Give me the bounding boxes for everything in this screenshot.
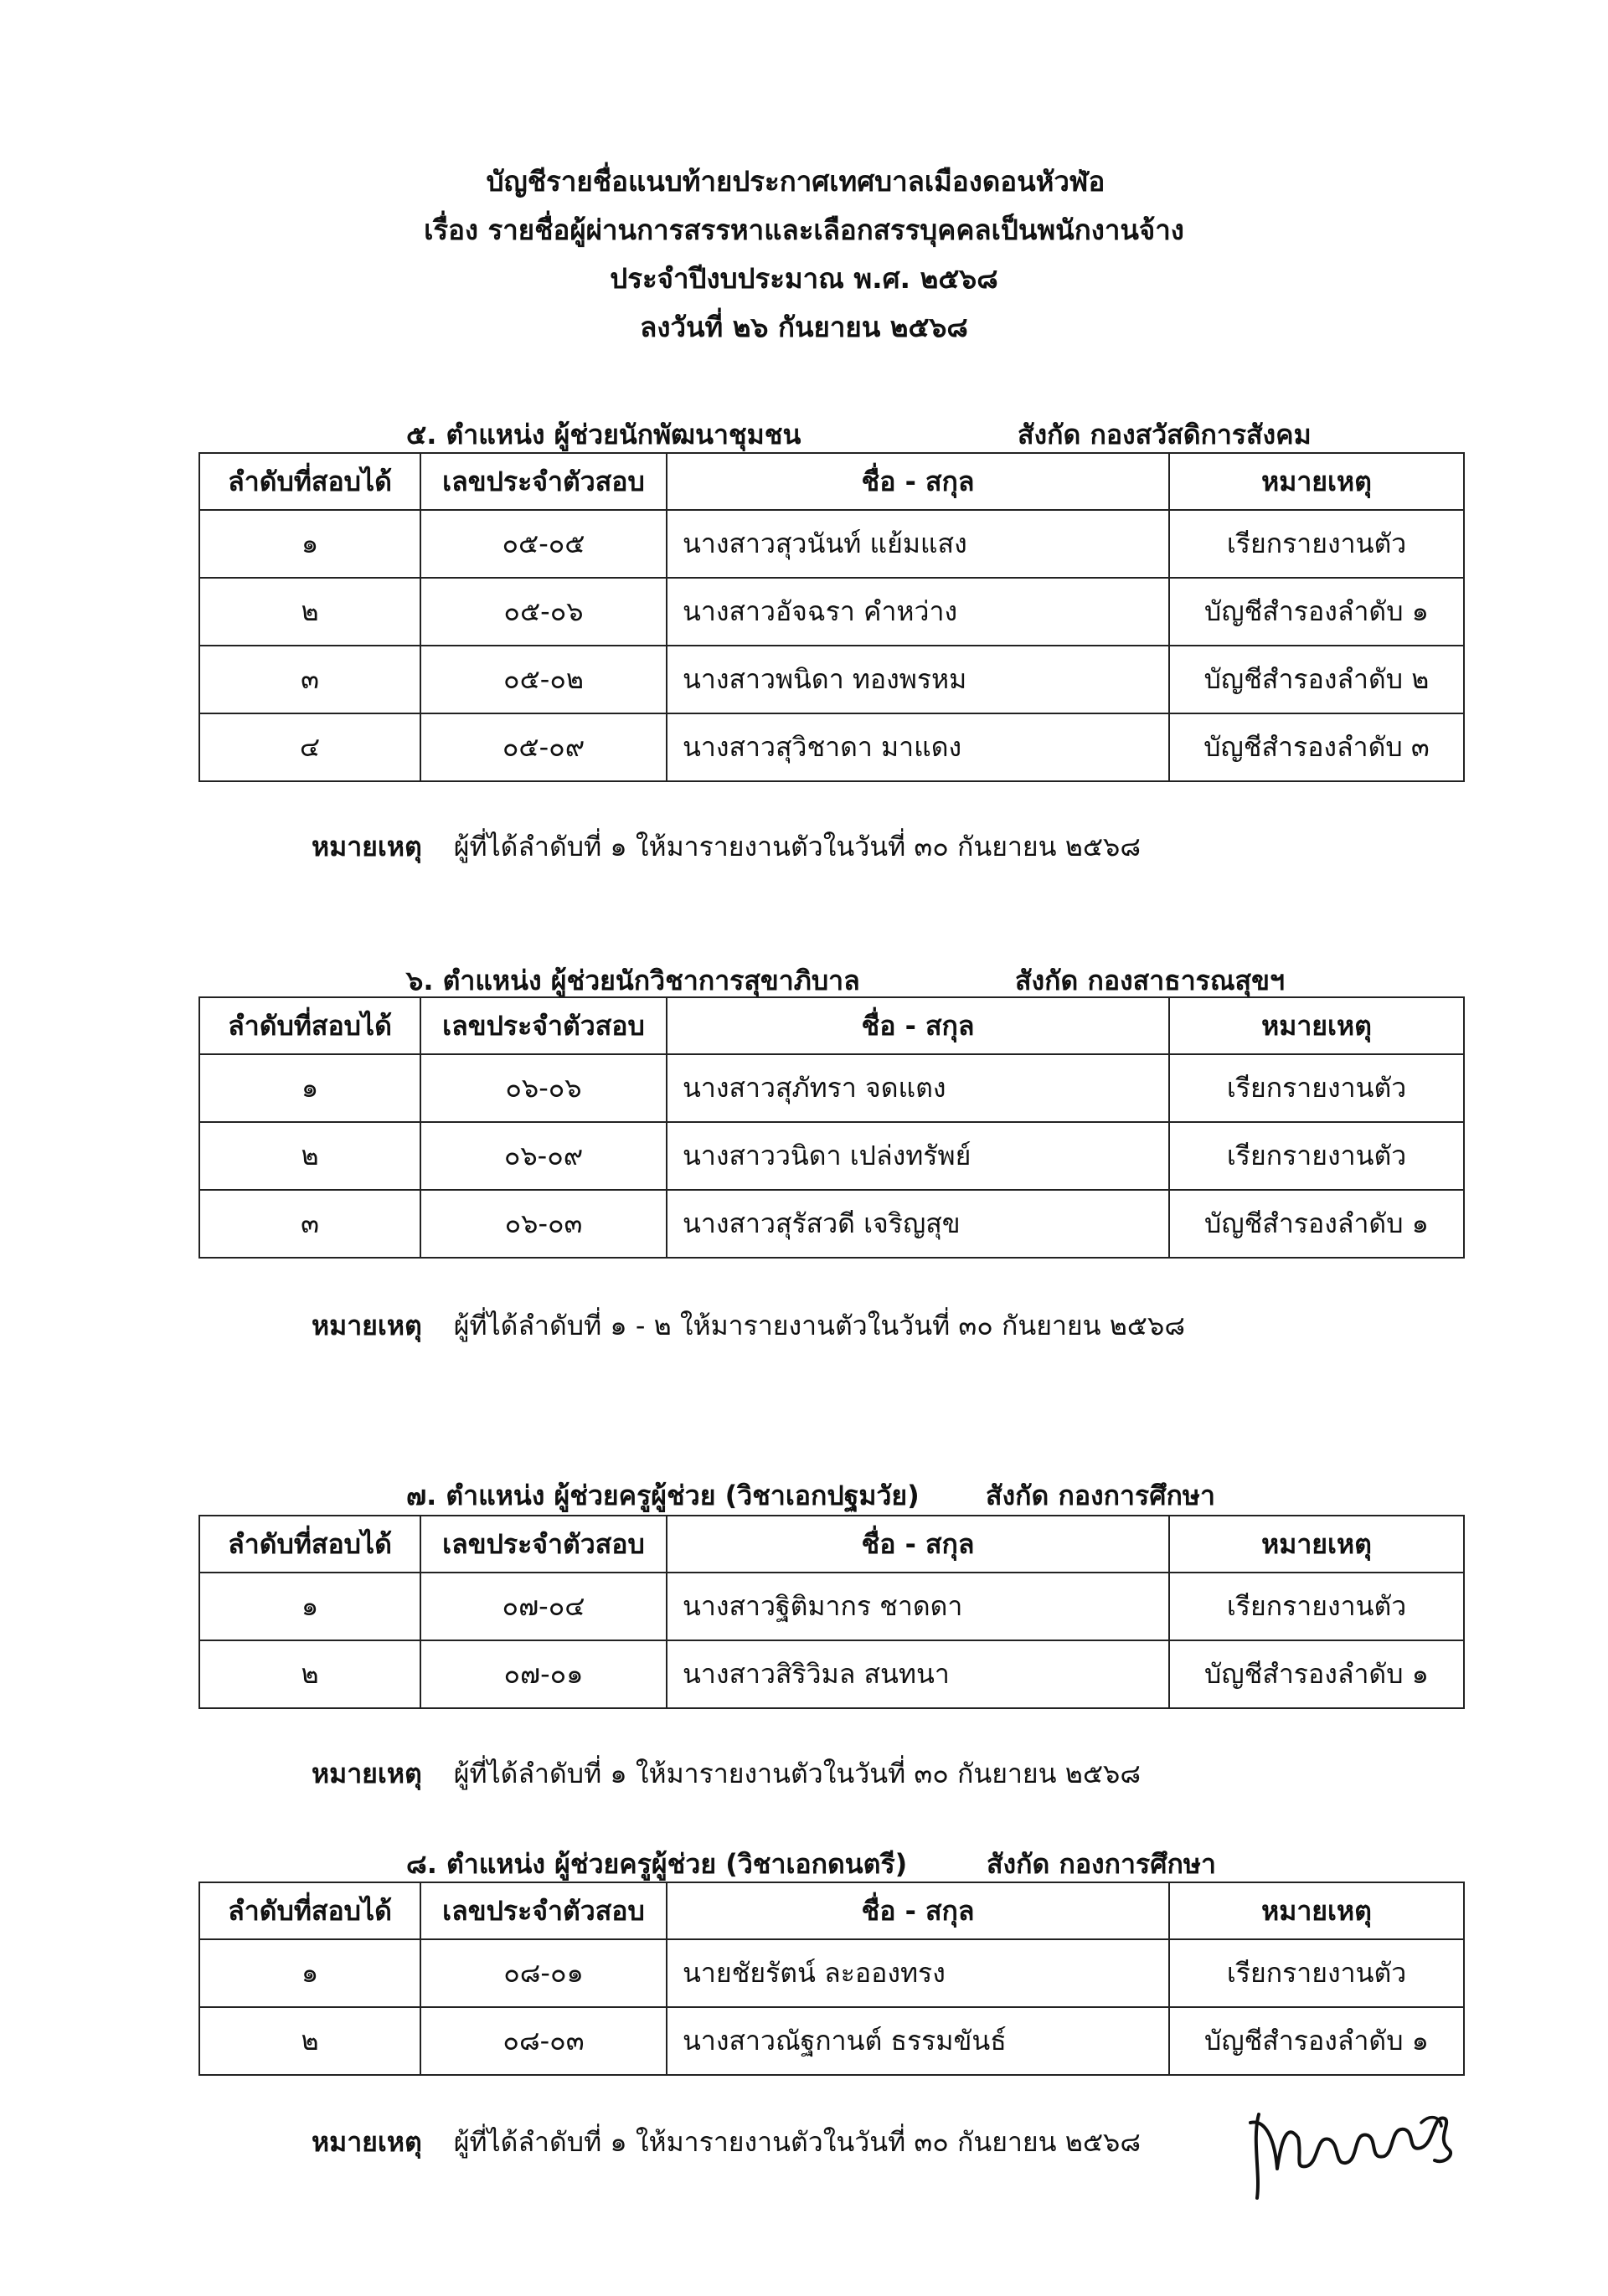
table-row: [199, 1054, 1464, 1122]
cell-remark: บัญชีสำรองลำดับ ๑: [1169, 578, 1464, 646]
cell-remark: เรียกรายงานตัว: [1169, 1573, 1464, 1640]
table-row: [199, 713, 1464, 781]
cell-rank: ๑: [199, 1939, 420, 2007]
table-row: [199, 1939, 1464, 2007]
column-header-remark: หมายเหตุ: [1169, 1516, 1464, 1573]
cell-name: นางสาวณัฐกานต์ ธรรมขันธ์: [683, 2025, 1007, 2057]
cell-rank: ๔: [199, 713, 420, 781]
table-row: [199, 2007, 1464, 2075]
cell-remark: เรียกรายงานตัว: [1169, 1939, 1464, 2007]
column-header-name: ชื่อ - สกุล: [667, 1882, 1169, 1939]
section-8: [0, 1838, 1608, 2158]
cell-remark: เรียกรายงานตัว: [1169, 1054, 1464, 1122]
note-label: หมายเหตุ: [312, 1310, 422, 1341]
column-header-rank: ลำดับที่สอบได้: [199, 997, 420, 1054]
candidate-table: [198, 452, 1465, 782]
cell-rank: ๑: [199, 1054, 420, 1122]
cell-remark: บัญชีสำรองลำดับ ๑: [1169, 2007, 1464, 2075]
cell-name: นางสาวสิริวิมล สนทนา: [683, 1658, 950, 1690]
cell-remark: บัญชีสำรองลำดับ ๒: [1169, 646, 1464, 713]
cell-rank: ๑: [199, 1573, 420, 1640]
fiscal-year: ประจำปีงบประมาณ พ.ศ. ๒๕๖๘: [610, 262, 998, 295]
section-7: [0, 1470, 1608, 1789]
column-header-name: ชื่อ - สกุล: [667, 997, 1169, 1054]
note-label: หมายเหตุ: [312, 1758, 422, 1789]
section-department: สังกัด กองสาธารณสุขฯ: [1015, 965, 1285, 996]
cell-remark: เรียกรายงานตัว: [1169, 510, 1464, 578]
cell-remark: เรียกรายงานตัว: [1169, 1122, 1464, 1190]
section-note: [312, 1305, 1185, 1347]
cell-name: นางสาวอัจฉรา คำหว่าง: [683, 595, 958, 627]
cell-id: ๐๘-๐๓: [420, 2007, 667, 2075]
cell-name: นางสาวสุวนันท์ แย้มแสง: [683, 528, 967, 559]
column-header-id: เลขประจำตัวสอบ: [420, 1882, 667, 1939]
column-header-remark: หมายเหตุ: [1169, 1882, 1464, 1939]
table-row: [199, 1640, 1464, 1708]
note-text: ผู้ที่ได้ลำดับที่ ๑ ให้มารายงานตัวในวันที่ ๓๐ กันยายน ๒๕๖๘: [453, 1758, 1142, 1789]
cell-id: ๐๕-๐๙: [420, 713, 667, 781]
section-department: สังกัด กองการศึกษา: [986, 1480, 1215, 1511]
cell-name: นางสาวฐิติมากร ชาดดา: [683, 1590, 963, 1622]
cell-name: นางสาวสุรัสวดี เจริญสุข: [683, 1207, 961, 1239]
cell-id: ๐๖-๐๖: [420, 1054, 667, 1122]
note-text: ผู้ที่ได้ลำดับที่ ๑ ให้มารายงานตัวในวันที่ ๓๐ กันยายน ๒๕๖๘: [453, 2126, 1142, 2158]
cell-rank: ๒: [199, 1122, 420, 1190]
table-row: [199, 646, 1464, 713]
document-subject: เรื่อง รายชื่อผู้ผ่านการสรรหาและเลือกสรรบุคคลเป็นพนักงานจ้าง: [424, 214, 1184, 246]
cell-id: ๐๕-๐๖: [420, 578, 667, 646]
table-row: [199, 578, 1464, 646]
cell-rank: ๓: [199, 646, 420, 713]
candidate-table: [198, 1882, 1465, 2076]
table-header-row: [199, 453, 1464, 510]
document-title: บัญชีรายชื่อแนบท้ายประกาศเทศบาลเมืองดอนหัวฬ่อ: [486, 165, 1106, 198]
cell-name: นางสาวสุวิชาดา มาแดง: [683, 731, 962, 763]
column-header-rank: ลำดับที่สอบได้: [199, 1516, 420, 1573]
section-5: [0, 409, 1608, 862]
column-header-id: เลขประจำตัวสอบ: [420, 997, 667, 1054]
handwritten-signature: [1235, 2089, 1461, 2206]
section-position: ๕. ตำแหน่ง ผู้ช่วยนักพัฒนาชุมชน: [406, 419, 801, 450]
note-label: หมายเหตุ: [312, 831, 422, 862]
section-position: ๖. ตำแหน่ง ผู้ช่วยนักวิชาการสุขาภิบาล: [406, 965, 860, 996]
section-position: ๗. ตำแหน่ง ผู้ช่วยครูผู้ช่วย (วิชาเอกปฐมวัย): [406, 1480, 920, 1511]
column-header-name: ชื่อ - สกุล: [667, 1516, 1169, 1573]
column-header-remark: หมายเหตุ: [1169, 997, 1464, 1054]
cell-remark: บัญชีสำรองลำดับ ๑: [1169, 1640, 1464, 1708]
section-department: สังกัด กองการศึกษา: [987, 1848, 1216, 1880]
table-row: [199, 510, 1464, 578]
cell-id: ๐๗-๐๔: [420, 1573, 667, 1640]
document-header: [0, 157, 1608, 352]
cell-rank: ๒: [199, 578, 420, 646]
candidate-table: [198, 996, 1465, 1259]
section-note: [312, 1753, 1141, 1795]
cell-rank: ๒: [199, 2007, 420, 2075]
table-row: [199, 1190, 1464, 1258]
column-header-rank: ลำดับที่สอบได้: [199, 453, 420, 510]
table-header-row: [199, 997, 1464, 1054]
section-note: [312, 826, 1141, 868]
table-row: [199, 1122, 1464, 1190]
cell-id: ๐๖-๐๓: [420, 1190, 667, 1258]
cell-rank: ๓: [199, 1190, 420, 1258]
table-header-row: [199, 1516, 1464, 1573]
cell-id: ๐๗-๐๑: [420, 1640, 667, 1708]
cell-name: นางสาวสุภัทรา จดแตง: [683, 1072, 946, 1104]
section-6: [0, 955, 1608, 1341]
section-department: สังกัด กองสวัสดิการสังคม: [1018, 419, 1312, 450]
column-header-name: ชื่อ - สกุล: [667, 453, 1169, 510]
column-header-id: เลขประจำตัวสอบ: [420, 453, 667, 510]
cell-rank: ๒: [199, 1640, 420, 1708]
document-date: ลงวันที่ ๒๖ กันยายน ๒๕๖๘: [640, 311, 968, 343]
cell-id: ๐๘-๐๑: [420, 1939, 667, 2007]
cell-name: นางสาวพนิดา ทองพรหม: [683, 663, 967, 695]
cell-id: ๐๖-๐๙: [420, 1122, 667, 1190]
note-text: ผู้ที่ได้ลำดับที่ ๑ ให้มารายงานตัวในวันที่ ๓๐ กันยายน ๒๕๖๘: [453, 831, 1142, 862]
candidate-table: [198, 1515, 1465, 1709]
column-header-id: เลขประจำตัวสอบ: [420, 1516, 667, 1573]
column-header-rank: ลำดับที่สอบได้: [199, 1882, 420, 1939]
cell-name: นางสาววนิดา เปล่งทรัพย์: [683, 1140, 972, 1171]
note-text: ผู้ที่ได้ลำดับที่ ๑ - ๒ ให้มารายงานตัวในวันที่ ๓๐ กันยายน ๒๕๖๘: [453, 1310, 1186, 1341]
cell-remark: บัญชีสำรองลำดับ ๑: [1169, 1190, 1464, 1258]
section-position: ๘. ตำแหน่ง ผู้ช่วยครูผู้ช่วย (วิชาเอกดนตรี): [406, 1848, 908, 1880]
cell-name: นายชัยรัตน์ ละอองทรง: [683, 1957, 946, 1989]
table-header-row: [199, 1882, 1464, 1939]
section-note: [312, 2121, 1141, 2164]
cell-id: ๐๕-๐๒: [420, 646, 667, 713]
note-label: หมายเหตุ: [312, 2126, 422, 2158]
column-header-remark: หมายเหตุ: [1169, 453, 1464, 510]
table-row: [199, 1573, 1464, 1640]
cell-remark: บัญชีสำรองลำดับ ๓: [1169, 713, 1464, 781]
cell-id: ๐๕-๐๕: [420, 510, 667, 578]
cell-rank: ๑: [199, 510, 420, 578]
